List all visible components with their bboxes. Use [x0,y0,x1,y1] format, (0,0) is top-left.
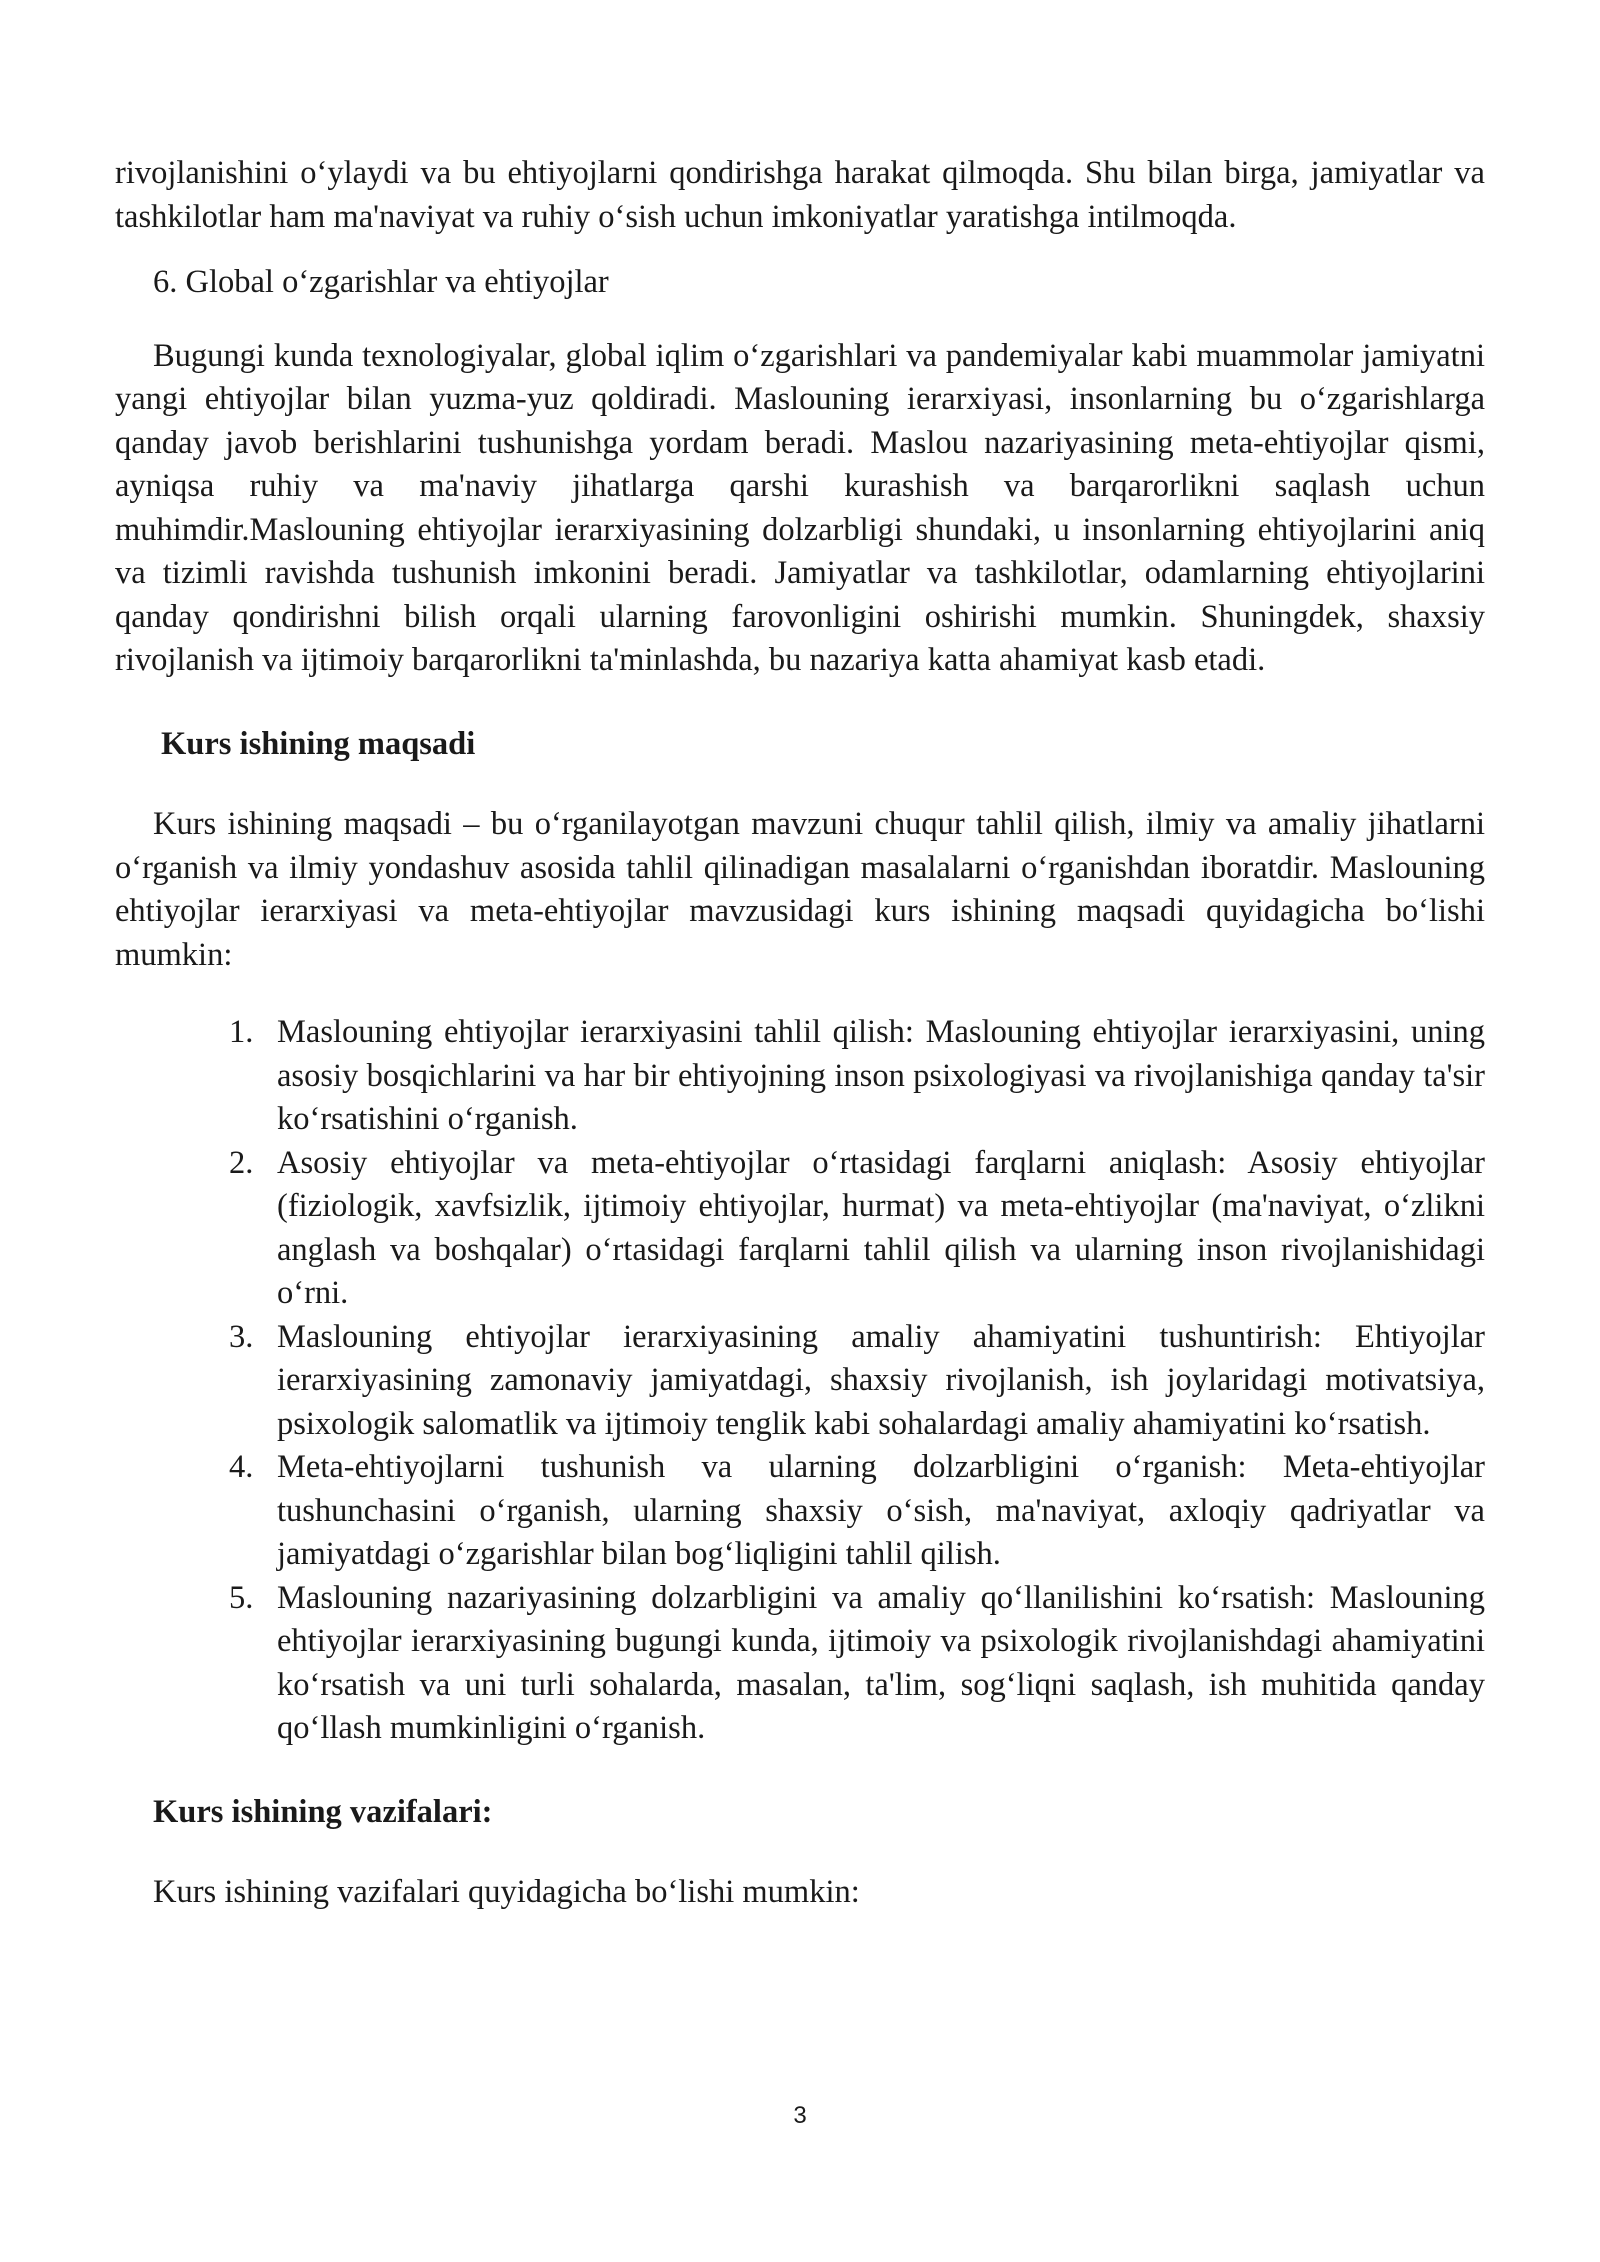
list-item-text: Maslouning ehtiyojlar ierarxiyasining amaliy ahamiyatini tushuntirish: Ehtiyojlar ierarxiyasining zamonaviy jamiyatdagi, shaxsiy rivojlanish, ish joylaridagi motivatsiya, psixologik salomatlik va ijtimoiy tenglik kabi sohalardagi amaliy ahamiyatini ko‘rsatish. [277,1318,1485,1442]
document-page [115,152,1485,1915]
maqsad-heading: Kurs ishining maqsadi [161,725,476,762]
list-item [229,1577,1485,1751]
list-item-text: Maslouning ehtiyojlar ierarxiyasini tahlil qilish: Maslouning ehtiyojlar ierarxiyasini, uning asosiy bosqichlarini va har bir ehtiyojning inson psixologiyasi va rivojlanishiga qanday ta'sir ko‘rsatishini o‘rganish. [277,1014,1485,1137]
list-number: 1. [229,1014,254,1050]
maqsad-paragraph: Kurs ishining maqsadi – bu o‘rganilayotgan mavzuni chuqur tahlil qilish, ilmiy va amaliy jihatlarni o‘rganish va ilmiy yondashuv asosida tahlil qilinadigan masalalarni o‘rganishdan iboratdir. Maslouning ehtiyojlar ierarxiyasi va meta-ehtiyojlar mavzusidagi kurs ishining maqsadi quyidagicha bo‘lishi mumkin: [115,806,1485,973]
list-number: 5. [229,1579,254,1616]
page-number: 3 [793,2102,807,2129]
list-item [229,1316,1485,1447]
section-6-heading: 6. Global o‘zgarishlar va ehtiyojlar [153,264,609,300]
vazifa-heading: Kurs ishining vazifalari: [153,1793,493,1830]
list-item-text: Maslouning nazariyasining dolzarbligini va amaliy qo‘llanilishini ko‘rsatish: Maslouning ehtiyojlar ierarxiyasining bugungi kunda, ijtimoiy va psixologik rivojlanishdagi ahamiyatini ko‘rsatish va uni turli sohalarda, masalan, ta'lim, sog‘liqni saqlash, ish muhitida qanday qo‘llash mumkinligini o‘rganish. [277,1579,1485,1746]
section-6-paragraph: Bugungi kunda texnologiyalar, global iqlim o‘zgarishlari va pandemiyalar kabi muammolar jamiyatni yangi ehtiyojlar bilan yuzma-yuz qoldiradi. Maslouning ierarxiyasi, insonlarning bu o‘zgarishlarga qanday javob berishlarini tushunishga yordam beradi. Maslou nazariyasining meta-ehtiyojlar qismi, ayniqsa ruhiy va ma'naviy jihatlarga qarshi kurashish va barqarorlikni saqlash uchun muhimdir.Maslouning ehtiyojlar ierarxiyasining dolzarbligi shundaki, u insonlarning ehtiyojlarini aniq va tizimli ravishda tushunish imkonini beradi. Jamiyatlar va tashkilotlar, odamlarning ehtiyojlarini qanday qondirishni bilish orqali ularning farovonligini oshirishi mumkin. Shuningdek, shaxsiy rivojlanish va ijtimoiy barqarorlikni ta'minlashda, bu nazariya katta ahamiyat kasb etadi. [115,337,1485,678]
list-item [229,1011,1485,1142]
intro-tail-paragraph: rivojlanishini o‘ylaydi va bu ehtiyojlarni qondirishga harakat qilmoqda. Shu bilan birga, jamiyatlar va tashkilotlar ham ma'naviyat va ruhiy o‘sish uchun imkoniyatlar yaratishga intilmoqda. [115,155,1485,235]
list-item-text: Meta-ehtiyojlarni tushunish va ularning dolzarbligini o‘rganish: Meta-ehtiyojlar tushunchasini o‘rganish, ularning shaxsiy o‘sish, ma'naviyat, axloqiy qadriyatlar va jamiyatdagi o‘zgarishlar bilan bog‘liqligini tahlil qilish. [277,1449,1485,1572]
list-item [229,1446,1485,1577]
list-number: 4. [229,1449,254,1485]
list-number: 3. [229,1318,254,1355]
goals-list [115,1011,1485,1751]
list-item-text: Asosiy ehtiyojlar va meta-ehtiyojlar o‘rtasidagi farqlarni aniqlash: Asosiy ehtiyojlar (fiziologik, xavfsizlik, ijtimoiy ehtiyojlar, hurmat) va meta-ehtiyojlar (ma'naviyat, o‘zlikni anglash va boshqalar) o‘rtasidagi farqlarni tahlil qilish va ularning inson rivojlanishidagi o‘rni. [277,1144,1485,1311]
list-item [229,1142,1485,1316]
list-number: 2. [229,1144,254,1181]
vazifa-paragraph: Kurs ishining vazifalari quyidagicha bo‘lishi mumkin: [153,1874,860,1910]
